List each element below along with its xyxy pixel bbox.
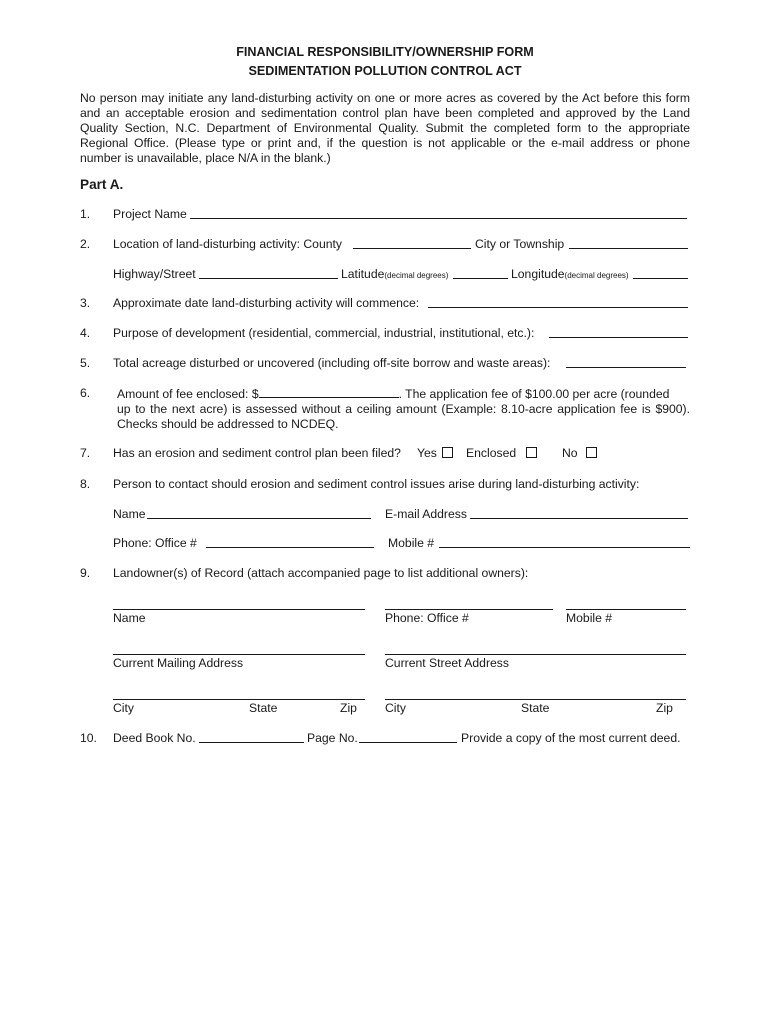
fee-amount-field[interactable] [259,386,399,398]
contact-name-field[interactable] [147,507,371,519]
intro-line: Regional Office. (Please type or print and, if the question is not applicable or the e-mail address or phone [80,136,690,150]
item-number: 9. [80,566,91,580]
intro-line: No person may initiate any land-disturbing activity on one or more acres as covered by the Act before this form [80,91,690,105]
longitude-field[interactable] [633,267,688,279]
intro-line: number is unavailable, place N/A in the blank.) [80,151,331,165]
item-number: 1. [80,207,91,221]
street-zip-label: Zip [656,701,673,715]
part-a-heading: Part A. [80,177,124,192]
street-city-label: City [385,701,406,715]
location-county-label: Location of land-disturbing activity: County [113,237,342,251]
project-name-label: Project Name [113,207,187,221]
contact-person-label: Person to contact should erosion and sediment control issues arise during land-disturbing activity: [113,477,640,491]
form-title-line2: SEDIMENTATION POLLUTION CONTROL ACT [248,64,522,78]
intro-line: Quality Section, N.C. Department of Environmental Quality. Submit the completed form to the appropriate [80,121,690,135]
no-checkbox[interactable] [586,447,597,458]
acreage-label: Total acreage disturbed or uncovered (including off-site borrow and waste areas): [113,356,551,370]
landowner-name-label: Name [113,611,146,625]
deed-book-label: Deed Book No. [113,731,196,745]
landowner-phone-field[interactable] [385,609,553,610]
fee-line1: Amount of fee enclosed: $ . The application fee of $100.00 per acre (rounded [117,387,670,401]
item-number: 3. [80,296,91,310]
street-address-field[interactable] [385,654,686,655]
enclosed-checkbox[interactable] [526,447,537,458]
highway-street-label: Highway/Street [113,267,196,281]
item-number: 2. [80,237,91,251]
item-number: 10. [80,731,97,745]
fee-line3: Checks should be addressed to NCDEQ. [117,417,339,431]
landowner-phone-label: Phone: Office # [385,611,469,625]
landowner-label: Landowner(s) of Record (attach accompanied page to list additional owners): [113,566,529,580]
street-state-label: State [521,701,550,715]
mailing-zip-label: Zip [340,701,357,715]
latitude-label: Latitude(decimal degrees) [341,267,449,281]
contact-mobile-field[interactable] [439,536,690,548]
deed-copy-note: Provide a copy of the most current deed. [461,731,681,745]
item-number: 6. [80,386,91,400]
fee-line2: up to the next acre) is assessed without a ceiling amount (Example: 8.10-acre application fee is $900). [117,402,690,416]
deed-book-field[interactable] [199,731,304,743]
mailing-state-label: State [249,701,278,715]
purpose-field[interactable] [549,326,688,338]
mailing-city-label: City [113,701,134,715]
page-no-label: Page No. [307,731,358,745]
contact-email-label: E-mail Address [385,507,467,521]
plan-filed-question: Has an erosion and sediment control plan been filed? [113,446,401,460]
fee-paragraph [117,386,690,432]
street-city-state-zip-field[interactable] [385,699,686,700]
no-option[interactable]: No [562,446,597,460]
contact-phone-label: Phone: Office # [113,536,197,550]
city-township-field[interactable] [569,237,688,249]
mailing-address-field[interactable] [113,654,365,655]
item-number: 8. [80,477,91,491]
longitude-note: (decimal degrees) [564,271,629,280]
highway-street-field[interactable] [199,267,338,279]
landowner-mobile-label: Mobile # [566,611,613,625]
latitude-field[interactable] [453,267,508,279]
intro-line: and an acceptable erosion and sedimentation control plan have been completed and approved by the Land [80,106,690,120]
contact-phone-field[interactable] [206,536,374,548]
item-number: 7. [80,446,91,460]
landowner-name-field[interactable] [113,609,365,610]
contact-email-field[interactable] [470,507,688,519]
purpose-label: Purpose of development (residential, commercial, industrial, institutional, etc.): [113,326,535,340]
enclosed-option[interactable]: Enclosed [466,446,537,460]
contact-name-label: Name [113,507,146,521]
city-township-label: City or Township [475,237,565,251]
page-no-field[interactable] [359,731,457,743]
commence-date-label: Approximate date land-disturbing activity will commence: [113,296,420,310]
commence-date-field[interactable] [428,296,688,308]
item-number: 4. [80,326,91,340]
form-title-line1: FINANCIAL RESPONSIBILITY/OWNERSHIP FORM [236,45,534,59]
longitude-label: Longitude(decimal degrees) [511,267,629,281]
mailing-address-label: Current Mailing Address [113,656,244,670]
acreage-field[interactable] [566,356,686,368]
mailing-city-state-zip-field[interactable] [113,699,365,700]
county-field[interactable] [353,237,471,249]
project-name-field[interactable] [190,207,687,219]
latitude-note: (decimal degrees) [384,271,449,280]
street-address-label: Current Street Address [385,656,509,670]
landowner-mobile-field[interactable] [566,609,686,610]
yes-option[interactable]: Yes [417,446,453,460]
item-number: 5. [80,356,91,370]
intro-paragraph [80,91,690,166]
contact-mobile-label: Mobile # [388,536,435,550]
yes-checkbox[interactable] [442,447,453,458]
